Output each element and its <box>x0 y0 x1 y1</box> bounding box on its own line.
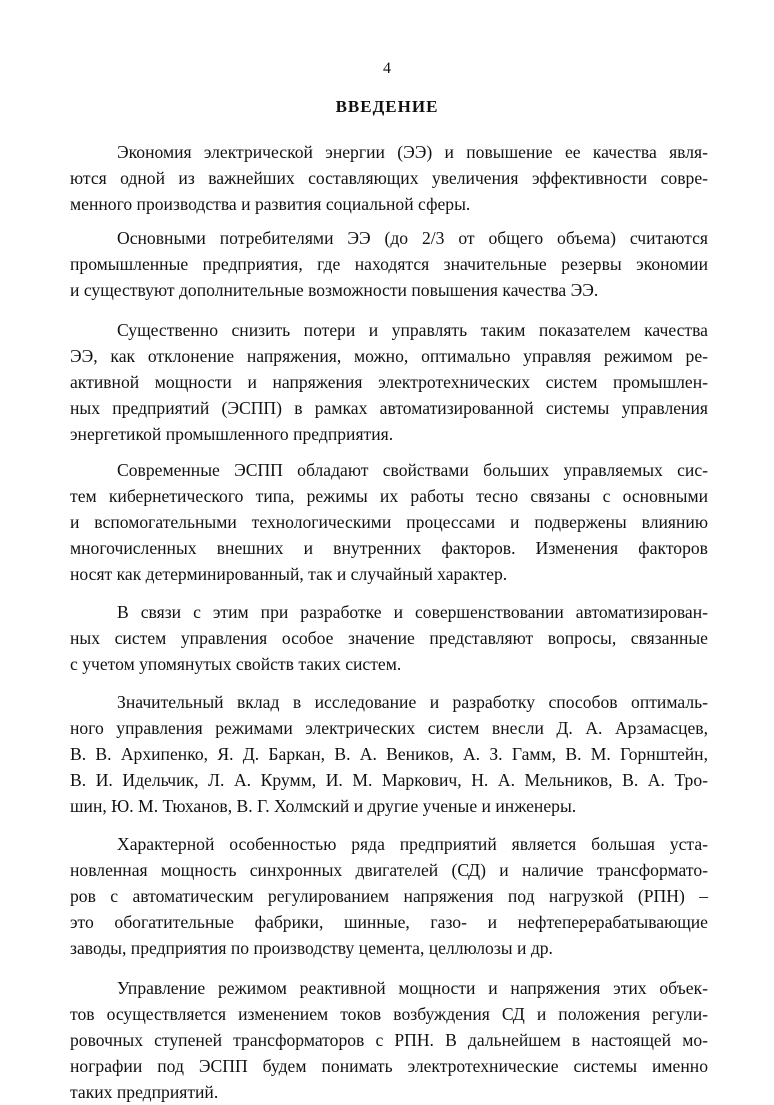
text-line: с учетом упомянутых свойств таких систем. <box>70 654 402 674</box>
paragraph <box>70 689 708 819</box>
text-line: Современные ЭСПП обладают свойствами больших управляемых сис- <box>117 460 708 480</box>
text-line: Основными потребителями ЭЭ (до 2/3 от общего объема) считаются <box>117 228 708 248</box>
text-line: менного производства и развития социальной сферы. <box>70 194 471 214</box>
text-line: В. В. Архипенко, Я. Д. Баркан, В. А. Веников, А. З. Гамм, В. М. Горнштейн, <box>70 744 708 764</box>
paragraph <box>70 831 708 961</box>
text-line: Управление режимом реактивной мощности и напряжения этих объек- <box>117 978 708 998</box>
text-line: тем кибернетического типа, режимы их работы тесно связаны с основными <box>70 486 708 506</box>
text-line: и вспомогательными технологическими процессами и подвержены влиянию <box>70 512 708 532</box>
text-line: ЭЭ, как отклонение напряжения, можно, оптимально управляя режимом ре- <box>70 346 708 366</box>
section-heading: ВВЕДЕНИЕ <box>335 97 439 116</box>
text-line: ных систем управления особое значение представляют вопросы, связанные <box>70 628 708 648</box>
text-line: нографии под ЭСПП будем понимать электротехнические системы именно <box>70 1056 708 1076</box>
text-line: Экономия электрической энергии (ЭЭ) и повышение ее качества явля- <box>117 142 708 162</box>
text-line: носят как детерминированный, так и случайный характер. <box>70 564 508 584</box>
paragraph <box>70 139 708 217</box>
text-line: В связи с этим при разработке и совершенствовании автоматизирован- <box>117 602 708 622</box>
text-line: тов осуществляется изменением токов возбуждения СД и положения регули- <box>70 1004 708 1024</box>
text-line: это обогатительные фабрики, шинные, газо- и нефтеперерабатывающие <box>70 912 708 932</box>
paragraph <box>70 225 708 303</box>
text-line: Характерной особенностью ряда предприятий является большая уста- <box>117 834 708 854</box>
text-line: Существенно снизить потери и управлять таким показателем качества <box>117 320 708 340</box>
text-line: заводы, предприятия по производству цемента, целлюлозы и др. <box>70 938 553 958</box>
paragraph <box>70 457 708 587</box>
text-line: Значительный вклад в исследование и разработку способов оптималь- <box>117 692 708 712</box>
text-line: новленная мощность синхронных двигателей (СД) и наличие трансформато- <box>70 860 708 880</box>
text-line: таких предприятий. <box>70 1082 219 1102</box>
body-text <box>70 139 708 1105</box>
page-number: 4 <box>383 60 391 77</box>
paragraph <box>70 317 708 447</box>
paragraph <box>70 975 708 1105</box>
text-line: ных предприятий (ЭСПП) в рамках автоматизированной системы управления <box>70 398 708 418</box>
text-line: шин, Ю. М. Тюханов, В. Г. Холмский и другие ученые и инженеры. <box>70 796 577 816</box>
text-line: ются одной из важнейших составляющих увеличения эффективности совре- <box>70 168 708 188</box>
text-line: ровочных ступеней трансформаторов с РПН. В дальнейшем в настоящей мо- <box>70 1030 708 1050</box>
text-line: промышленные предприятия, где находятся значительные резервы экономии <box>70 254 708 274</box>
text-line: В. И. Идельчик, Л. А. Крумм, И. М. Маркович, Н. А. Мельников, В. А. Тро- <box>70 770 708 790</box>
text-line: ров с автоматическим регулированием напряжения под нагрузкой (РПН) – <box>70 886 708 906</box>
text-line: и существуют дополнительные возможности повышения качества ЭЭ. <box>70 280 599 300</box>
paragraph <box>70 599 708 677</box>
text-line: активной мощности и напряжения электротехнических систем промышлен- <box>70 372 708 392</box>
text-line: многочисленных внешних и внутренних факторов. Изменения факторов <box>70 538 708 558</box>
text-line: энергетикой промышленного предприятия. <box>70 424 394 444</box>
text-line: ного управления режимами электрических систем внесли Д. А. Арзамасцев, <box>70 718 708 738</box>
